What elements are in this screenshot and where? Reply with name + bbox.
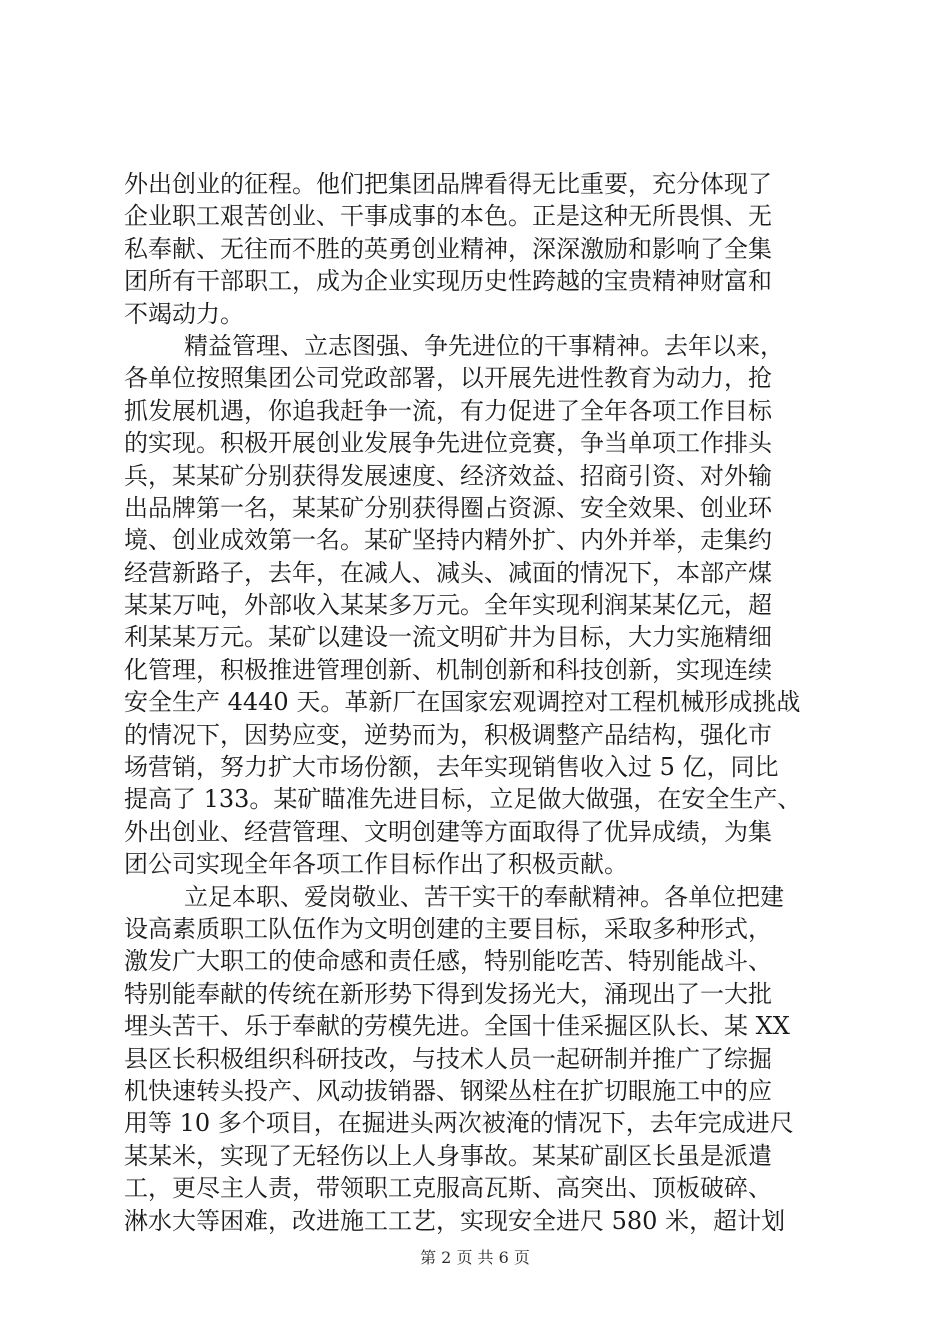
text-line: 出品牌第一名，某某矿分别获得圈占资源、安全效果、创业环 <box>124 493 772 522</box>
text-line: 设高素质职工队伍作为文明创建的主要目标，采取多种形式， <box>124 914 772 943</box>
text-line: 淋水大等困难，改进施工工艺，实现安全进尺 580 米，超计划 <box>124 1206 786 1235</box>
text-line: 经营新路子，去年，在减人、减头、减面的情况下，本部产煤 <box>124 558 772 587</box>
text-line: 企业职工艰苦创业、干事成事的本色。正是这种无所畏惧、无 <box>124 202 772 231</box>
text-line: 机快速转头投产、风动拔销器、钢梁丛柱在扩切眼施工中的应 <box>124 1076 772 1105</box>
text-line: 利某某万元。某矿以建设一流文明矿井为目标，大力实施精细 <box>124 623 772 652</box>
text-line: 某某米，实现了无轻伤以上人身事故。某某矿副区长虽是派遣 <box>124 1141 772 1170</box>
body-text <box>124 168 829 1237</box>
page-footer: 第 2 页 共 6 页 <box>420 1248 530 1267</box>
text-line: 提高了 133。某矿瞄准先进目标，立足做大做强，在安全生产、 <box>124 785 802 814</box>
text-line: 某某万吨，外部收入某某多万元。全年实现利润某某亿元，超 <box>124 591 772 620</box>
text-line: 团公司实现全年各项工作目标作出了积极贡献。 <box>124 850 628 879</box>
text-line: 兵，某某矿分别获得发展速度、经济效益、招商引资、对外输 <box>124 461 772 490</box>
text-line: 境、创业成效第一名。某矿坚持内精外扩、内外并举，走集约 <box>124 526 772 555</box>
text-line: 的实现。积极开展创业发展争先进位竞赛，争当单项工作排头 <box>124 429 772 458</box>
text-line: 外出创业的征程。他们把集团品牌看得无比重要，充分体现了 <box>124 170 772 198</box>
text-line: 私奉献、无往而不胜的英勇创业精神，深深激励和影响了全集 <box>124 234 772 263</box>
text-line: 特别能奉献的传统在新形势下得到发扬光大，涌现出了一大批 <box>124 979 772 1008</box>
text-line: 安全生产 4440 天。革新厂在国家宏观调控对工程机械形成挑战 <box>124 688 801 717</box>
text-line: 的情况下，因势应变，逆势而为，积极调整产品结构，强化市 <box>124 720 772 749</box>
text-line: 团所有干部职工，成为企业实现历史性跨越的宝贵精神财富和 <box>124 267 772 296</box>
text-line: 埋头苦干、乐于奉献的劳模先进。全国十佳采掘区队长、某 XX <box>124 1012 790 1041</box>
text-line: 用等 10 多个项目，在掘进头两次被淹的情况下，去年完成进尺 <box>124 1109 794 1138</box>
text-line: 不竭动力。 <box>124 299 244 328</box>
text-line: 县区长积极组织科研技改，与技术人员一起研制并推广了综掘 <box>124 1044 772 1073</box>
text-line: 化管理，积极推进管理创新、机制创新和科技创新，实现连续 <box>124 655 772 684</box>
text-line: 场营销，努力扩大市场份额，去年实现销售收入过 5 亿，同比 <box>124 753 779 782</box>
text-line: 抓发展机遇，你追我赶争一流，有力促进了全年各项工作目标 <box>124 396 772 425</box>
text-line: 各单位按照集团公司党政部署，以开展先进性教育为动力，抢 <box>124 364 772 393</box>
text-line: 外出创业、经营管理、文明创建等方面取得了优异成绩，为集 <box>124 817 772 846</box>
paragraph-first-line: 立足本职、爱岗敬业、苦干实干的奉献精神。各单位把建 <box>184 882 784 911</box>
text-line: 激发广大职工的使命感和责任感，特别能吃苦、特别能战斗、 <box>124 947 772 976</box>
paragraph-first-line: 精益管理、立志图强、争先进位的干事精神。去年以来， <box>184 331 784 360</box>
text-line: 工，更尽主人责，带领职工克服高瓦斯、高突出、顶板破碎、 <box>124 1174 772 1203</box>
